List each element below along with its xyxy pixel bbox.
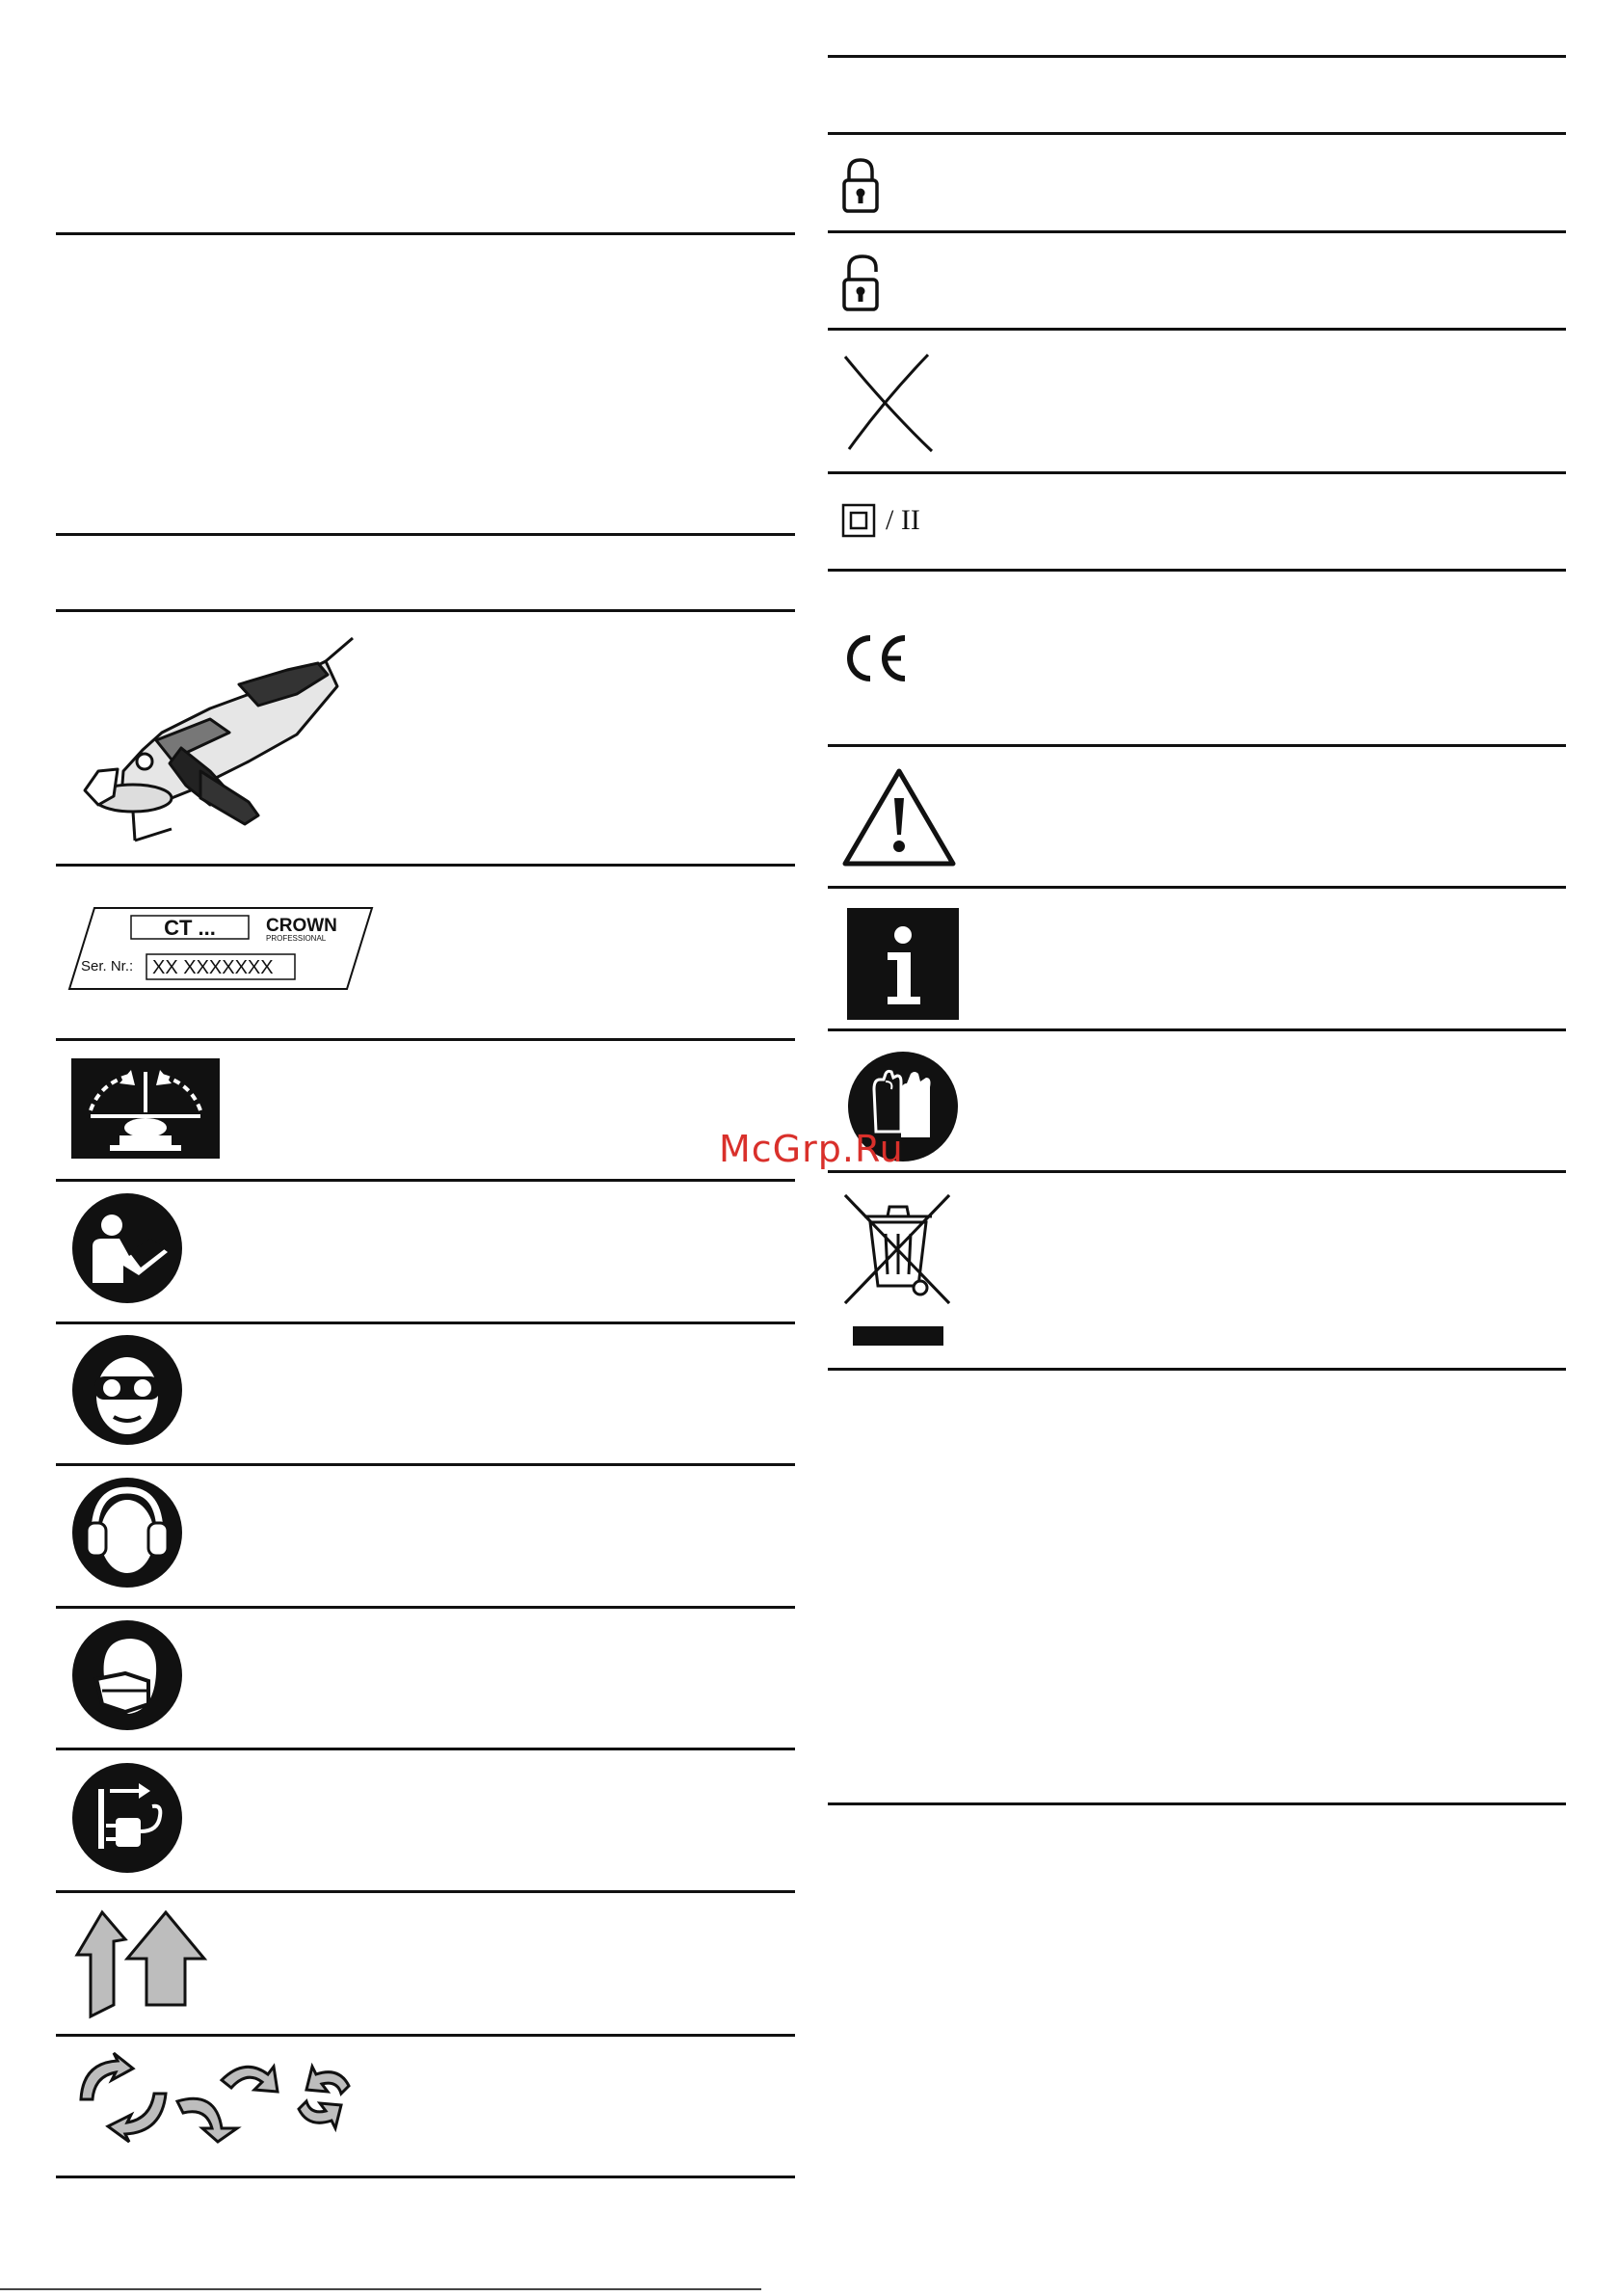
footer-line	[0, 2288, 761, 2290]
divider	[828, 569, 1566, 572]
unlocked-icon	[841, 253, 884, 312]
divider	[828, 55, 1566, 58]
divider	[56, 1179, 795, 1182]
rotation-arrows-icons	[71, 2051, 370, 2148]
divider	[56, 609, 795, 612]
divider	[56, 1038, 795, 1041]
weee-bin-icon	[841, 1191, 953, 1353]
divider	[828, 328, 1566, 331]
double-insulation-icon	[841, 503, 920, 538]
brand-text: CROWN	[266, 916, 337, 936]
divider	[56, 864, 795, 867]
information-icon	[847, 908, 959, 1020]
eye-protection-icon	[71, 1334, 183, 1446]
serial-label: Ser. Nr.:	[81, 958, 134, 974]
divider	[828, 132, 1566, 135]
rotation-direction-icon	[71, 1058, 220, 1159]
read-manual-icon	[71, 1192, 183, 1304]
divider	[56, 2176, 795, 2178]
protection-class-text: / II	[886, 504, 920, 536]
divider	[828, 1802, 1566, 1805]
angle-grinder-illustration	[66, 627, 374, 848]
divider	[56, 533, 795, 536]
divider	[828, 886, 1566, 889]
divider	[828, 1368, 1566, 1371]
divider	[56, 1890, 795, 1893]
arrow-direction-icons	[71, 1905, 245, 2020]
unplug-before-service-icon	[71, 1762, 183, 1874]
dust-mask-icon	[71, 1619, 183, 1731]
divider	[56, 2034, 795, 2037]
divider	[828, 744, 1566, 747]
divider	[56, 1463, 795, 1466]
serial-value: XX XXXXXXX	[152, 957, 274, 978]
divider	[828, 471, 1566, 474]
divider	[828, 1170, 1566, 1173]
divider	[56, 232, 795, 235]
brand-sub-text: PROFESSIONAL	[266, 934, 327, 943]
watermark: McGrp.Ru	[719, 1128, 904, 1170]
divider	[56, 1748, 795, 1750]
locked-icon	[841, 156, 880, 214]
divider	[56, 1606, 795, 1609]
divider	[828, 230, 1566, 233]
ce-mark-icon	[841, 634, 909, 682]
rating-plate-label	[66, 906, 374, 993]
model-text: CT ...	[164, 916, 216, 940]
warning-triangle-icon	[841, 767, 957, 868]
divider	[828, 1028, 1566, 1031]
ear-protection-icon	[71, 1477, 183, 1589]
divider	[56, 1322, 795, 1324]
forbidden-cross-icon	[841, 353, 938, 453]
